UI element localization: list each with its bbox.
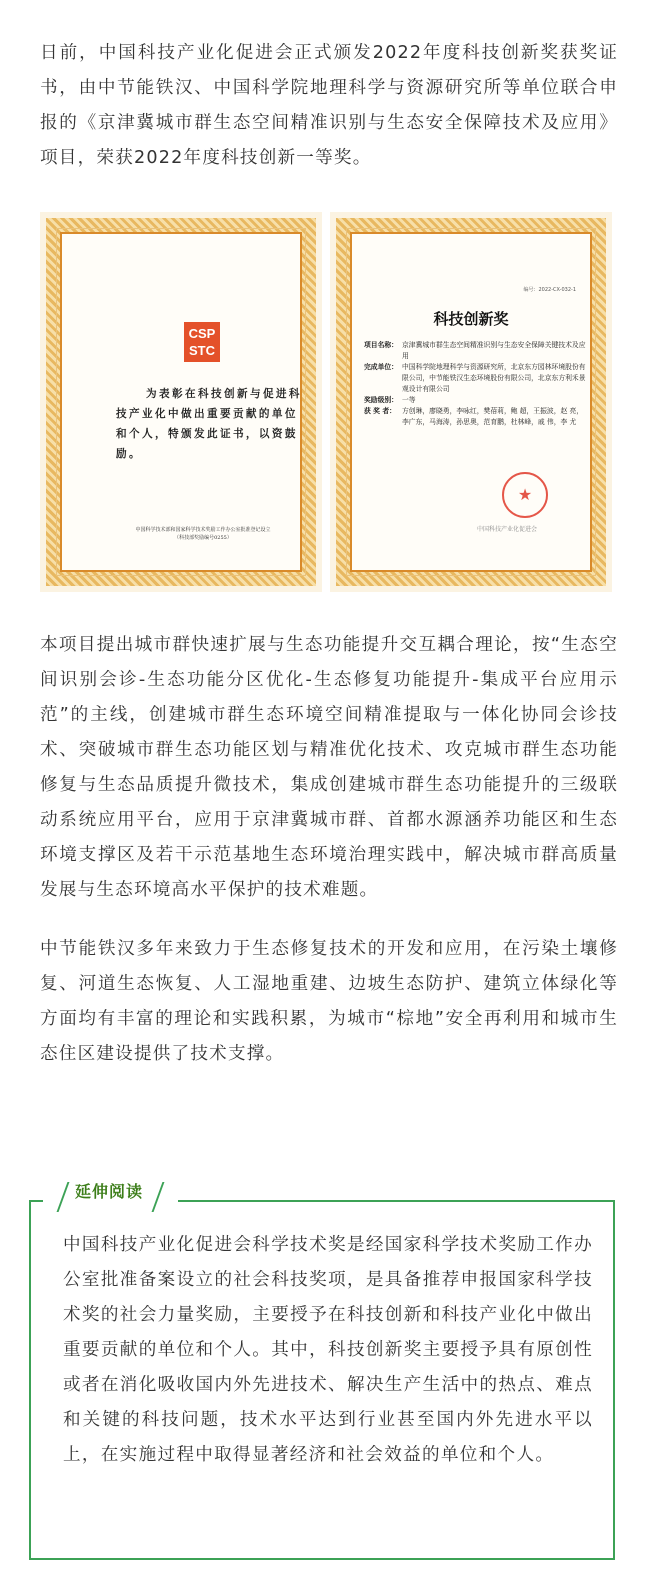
certificate-footer [98,526,308,542]
company-paragraph: 中节能铁汉多年来致力于生态修复技术的开发和应用，在污染土壤修复、河道生态恢复、人工湿地重建、边坡生态防护、建筑立体绿化等方面均有丰富的理论和实践积累，为城市“棕地”安全再利用和城市生态住区建设提供了技术支撑。 [40,939,618,1064]
footer-line: （科技部奖励编号0255） [174,535,232,541]
certificate-dedication: 为表彰在科技创新与促进科技产业化中做出重要贡献的单位和个人，特颁发此证书，以资鼓励。 [116,388,302,460]
certificate-cover-image [40,212,322,592]
certificate-details [364,340,589,428]
units-value: 中国科学院地理科学与资源研究所，北京东方园林环境股份有限公司，中节能铁汉生态环境股份有限公司，北京东方利禾景观设计有限公司 [402,363,586,393]
intro-paragraph: 日前，中国科技产业化促进会正式颁发2022年度科技创新奖获奖证书，由中节能铁汉、中国科学院地理科学与资源研究所等单位联合申报的《京津冀城市群生态空间精准识别与生态安全保障技术及应用》项目，荣获2022年度科技创新一等奖。 [40,43,618,168]
cspstc-logo [184,322,220,362]
logo-line: STC [189,343,215,358]
extended-reading-text: 中国科技产业化促进会科学技术奖是经国家科学技术奖励工作办公室批准备案设立的社会科技奖项，是具备推荐申报国家科学技术奖的社会力量奖励，主要授予在科技创新和科技产业化中做出重要贡献的单位和个人。其中，科技创新奖主要授予具有原创性或者在消化吸收国内外先进技术、解决生产生活中的热点、难点和关键的科技问题，技术水平达到行业甚至国内外先进水平以上，在实施过程中取得显著经济和社会效益的单位和个人。 [63,1235,593,1465]
certificate-number: 编号：2022-CX-032-1 [523,287,576,293]
project-description-paragraph: 本项目提出城市群快速扩展与生态功能提升交互耦合理论，按“生态空间识别会诊-生态功能分区优化-生态修复功能提升-集成平台应用示范”的主线，创建城市群生态环境空间精准提取与一体化协同会诊技术、突破城市群生态功能区划与精准优化技术、攻克城市群生态功能修复与生态品质提升微技术，集成创建城市群生态功能提升的三级联动系统应用平台，应用于京津冀城市群、首都水源涵养功能区和生态环境支撑区及若干示范基地生态环境治理实践中，解决城市群高质量发展与生态环境高水平保护的技术难题。 [40,635,618,900]
red-seal-star-icon: ★ [502,472,548,518]
seal-organization: 中国科技产业化促进会 [477,526,538,533]
project-value: 京津冀城市群生态空间精准识别与生态安全保障关键技术及应用 [402,341,586,360]
certificate-inner [60,232,302,572]
winners-label: 获 奖 者： [364,407,396,415]
logo-line: CSP [188,326,216,341]
certificate-title: 科技创新奖 [433,310,509,328]
units-label: 完成单位： [364,363,398,371]
winners-value: 方创琳，廖晓勇，李咏红，樊蓓莉，鲍 超，王振波，赵 亮，李广东，马海涛，孙思奥，范育鹏，杜林峰，戚 伟，李 尤 [402,407,584,426]
extended-reading-title: 延伸阅读 [75,1182,144,1201]
certificate-inner [350,232,592,572]
project-label: 项目名称： [364,341,398,349]
level-label: 奖励级别： [364,396,398,404]
footer-line: 中国科学技术部和国家科学技术奖励工作办公室批准登记设立 [135,527,271,533]
certificate-detail-image [330,212,612,592]
level-value: 一等 [402,396,416,404]
